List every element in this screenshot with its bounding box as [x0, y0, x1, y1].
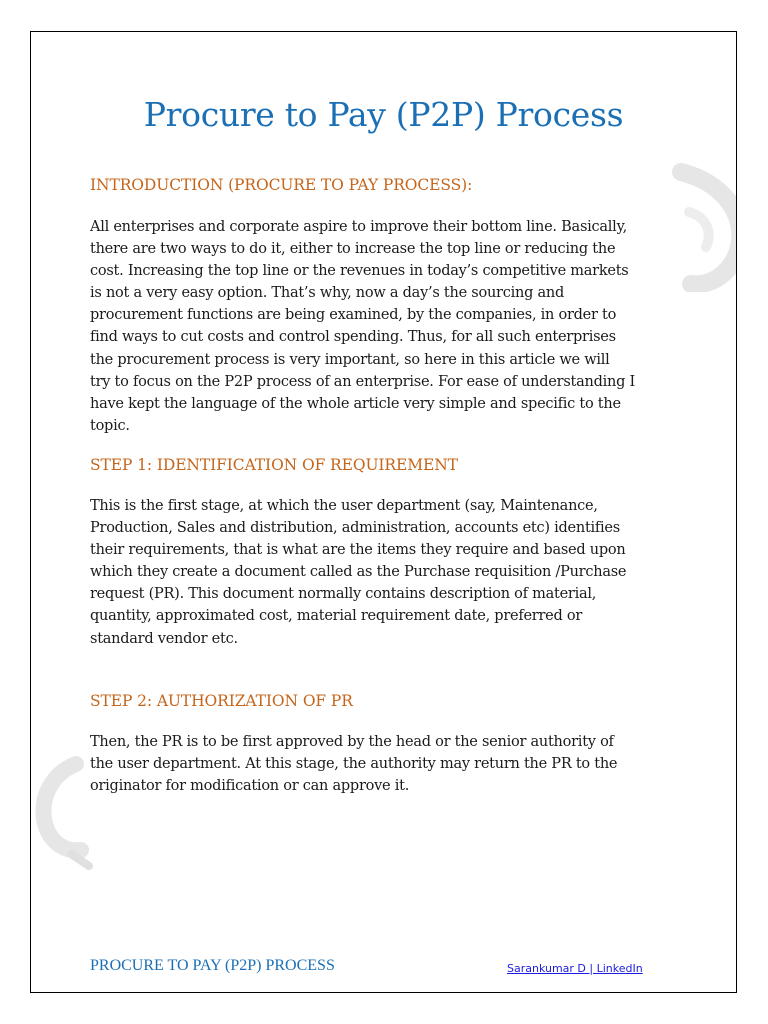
text-line: the procurement process is very important, so here in this article we will: [90, 351, 610, 368]
document-page: [30, 31, 737, 993]
text-line: originator for modification or can approve it.: [90, 778, 410, 795]
text-line: which they create a document called as the Purchase requisition /Purchase: [90, 564, 627, 581]
section-heading-step-1: STEP 1: IDENTIFICATION OF REQUIREMENT: [90, 456, 458, 474]
text-line: cost. Increasing the top line or the revenues in today’s competitive markets: [90, 263, 629, 280]
text-line: have kept the language of the whole article very simple and specific to the: [90, 395, 621, 412]
text-line: topic.: [90, 417, 130, 434]
footer-document-title: PROCURE TO PAY (P2P) PROCESS: [90, 957, 335, 974]
text-line: This is the first stage, at which the user department (say, Maintenance,: [90, 498, 598, 514]
text-line: All enterprises and corporate aspire to improve their bottom line. Basically,: [90, 219, 627, 235]
text-line: is not a very easy option. That’s why, now a day’s the sourcing and: [90, 285, 564, 302]
text-line: standard vendor etc.: [90, 630, 238, 647]
section-body-step-2: [90, 731, 680, 797]
section-heading-introduction: INTRODUCTION (PROCURE TO PAY PROCESS):: [90, 176, 473, 194]
document-title: Procure to Pay (P2P) Process: [143, 95, 624, 134]
text-line: request (PR). This document normally contains description of material,: [90, 586, 597, 603]
footer-author-link[interactable]: Sarankumar D | LinkedIn: [507, 962, 643, 975]
text-line: try to focus on the P2P process of an enterprise. For ease of understanding I: [90, 373, 635, 390]
text-line: Then, the PR is to be first approved by the head or the senior authority of: [90, 734, 614, 750]
text-line: the user department. At this stage, the authority may return the PR to the: [90, 756, 618, 773]
section-heading-step-2: STEP 2: AUTHORIZATION OF PR: [90, 692, 353, 710]
text-line: procurement functions are being examined, by the companies, in order to: [90, 307, 617, 324]
text-line: there are two ways to do it, either to increase the top line or reducing the: [90, 241, 616, 258]
text-line: Production, Sales and distribution, administration, accounts etc) identifies: [90, 520, 620, 537]
text-line: find ways to cut costs and control spending. Thus, for all such enterprises: [90, 329, 616, 346]
section-body-step-1: [90, 495, 680, 650]
section-body-introduction: [90, 216, 680, 437]
text-line: their requirements, that is what are the items they require and based upon: [90, 542, 626, 559]
text-line: quantity, approximated cost, material requirement date, preferred or: [90, 608, 583, 625]
